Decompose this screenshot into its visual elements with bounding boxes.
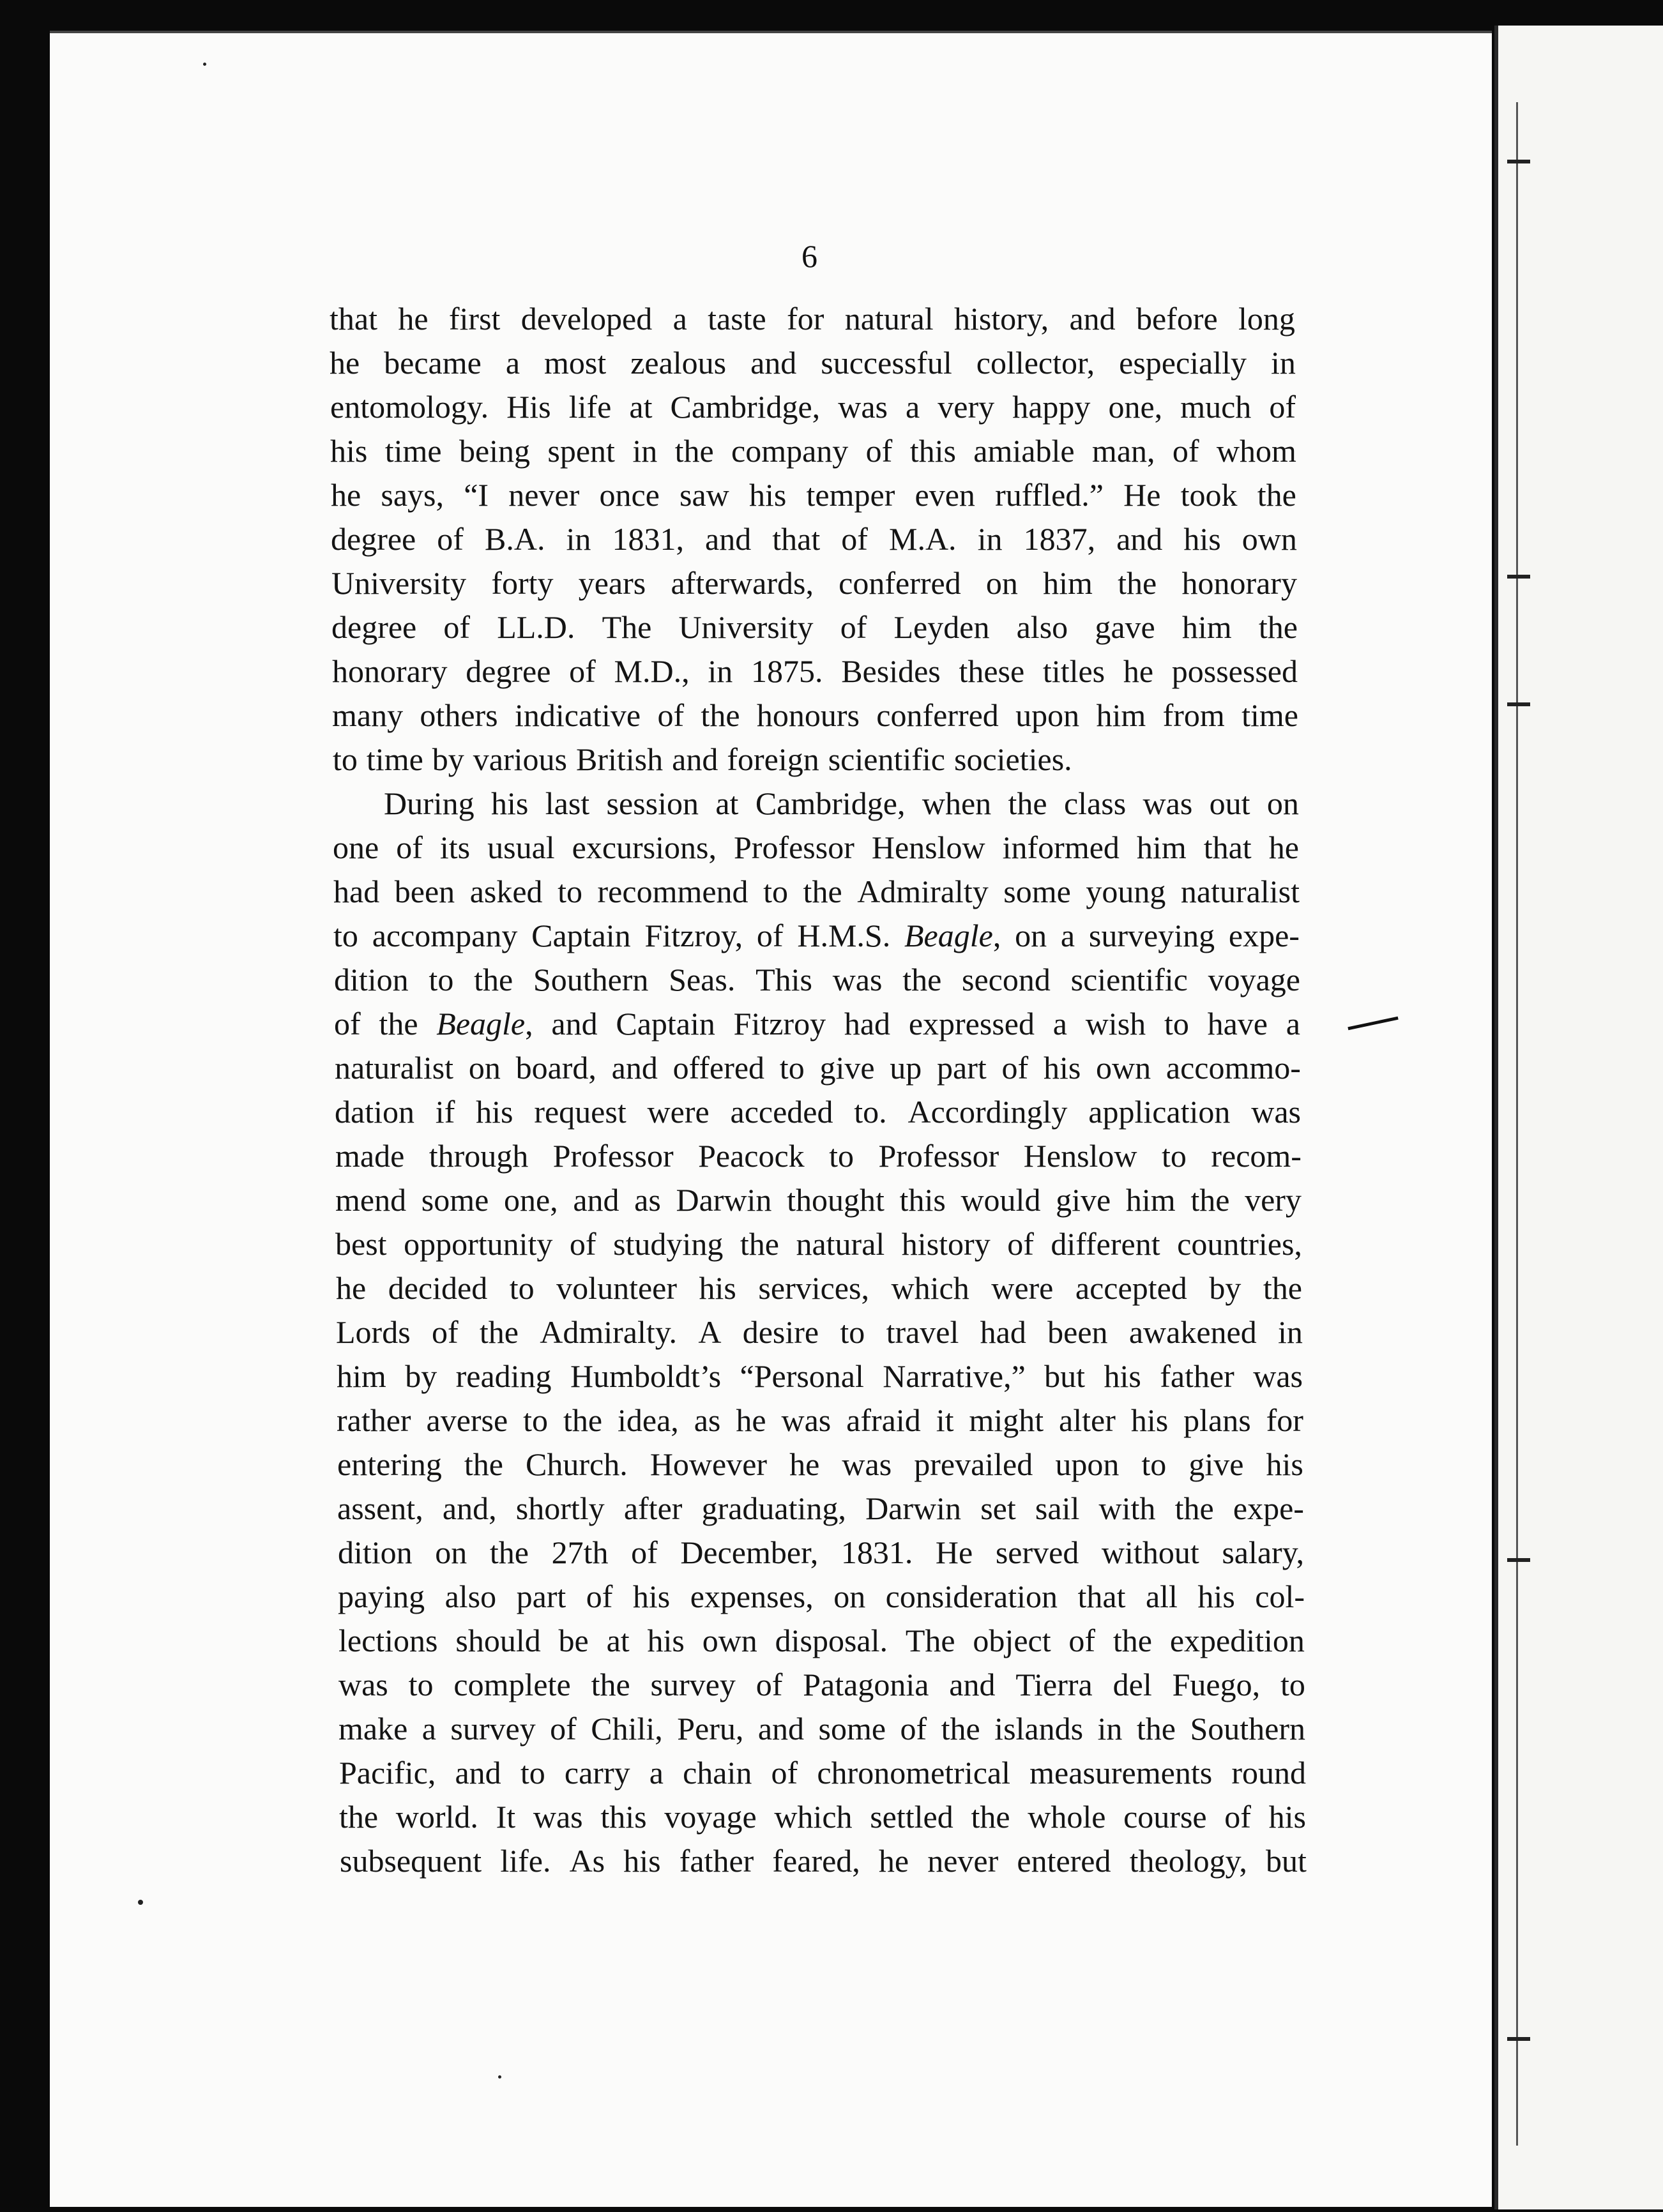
text-line: was to complete the survey of Patagonia and Tierra del Fuego, to bbox=[338, 1667, 1305, 1702]
text-line: of the Beagle, and Captain Fitzroy had expressed a wish to have a bbox=[334, 1006, 1300, 1042]
text-line: his time being spent in the company of this amiable man, of whom bbox=[330, 433, 1296, 469]
text-line: Pacific, and to carry a chain of chronometrical measurements round bbox=[339, 1755, 1306, 1791]
text-line: During his last session at Cambridge, when the class was out on bbox=[384, 785, 1299, 821]
text-line: best opportunity of studying the natural history of different countries, bbox=[335, 1226, 1302, 1262]
ink-speck bbox=[138, 1900, 143, 1905]
text-line: he became a most zealous and successful collector, especially in bbox=[330, 345, 1296, 381]
binding-mark bbox=[1507, 1558, 1530, 1562]
text-line: he decided to volunteer his services, which were accepted by the bbox=[336, 1270, 1302, 1306]
text-line: make a survey of Chili, Peru, and some of the islands in the Southern bbox=[338, 1711, 1305, 1746]
text-line: University forty years afterwards, conferred on him the honorary bbox=[331, 565, 1297, 601]
text-line: rather averse to the idea, as he was afraid it might alter his plans for bbox=[337, 1402, 1303, 1438]
text-line: dation if his request were acceded to. Accordingly application was bbox=[335, 1094, 1301, 1130]
text-line: many others indicative of the honours conferred upon him from time bbox=[332, 697, 1298, 733]
text-line: to accompany Captain Fitzroy, of H.M.S. Beagle, on a surveying expe- bbox=[333, 918, 1300, 953]
text-line: degree of B.A. in 1831, and that of M.A. in 1837, and his own bbox=[331, 521, 1297, 557]
facing-page-edge bbox=[1494, 26, 1663, 2209]
text-line: degree of LL.D. The University of Leyden also gave him the bbox=[331, 609, 1298, 645]
ink-speck bbox=[203, 63, 206, 66]
text-line: subsequent life. As his father feared, he never entered theology, but bbox=[340, 1843, 1307, 1879]
text-line: him by reading Humboldt’s “Personal Narrative,” but his father was bbox=[337, 1358, 1303, 1394]
text-line: he says, “I never once saw his temper even ruffled.” He took the bbox=[331, 477, 1296, 513]
page-fold-line bbox=[1516, 102, 1523, 2146]
text-line: entering the Church. However he was prevailed upon to give his bbox=[337, 1446, 1303, 1482]
binding-mark bbox=[1507, 2037, 1530, 2041]
text-line: one of its usual excursions, Professor Henslow informed him that he bbox=[333, 830, 1299, 865]
text-line: honorary degree of M.D., in 1875. Besides these titles he possessed bbox=[332, 653, 1298, 689]
text-line: lections should be at his own disposal. The object of the expedition bbox=[338, 1623, 1305, 1658]
text-line: Lords of the Admiralty. A desire to travel had been awakened in bbox=[336, 1314, 1303, 1350]
text-line: naturalist on board, and offered to give up part of his own accommo- bbox=[335, 1050, 1301, 1086]
binding-mark bbox=[1507, 160, 1530, 163]
text-line: that he first developed a taste for natural history, and before long bbox=[330, 301, 1295, 337]
text-line: paying also part of his expenses, on consideration that all his col- bbox=[338, 1579, 1305, 1614]
ink-speck bbox=[498, 2075, 501, 2079]
text-line: had been asked to recommend to the Admiralty some young naturalist bbox=[333, 874, 1300, 909]
page-number: 6 bbox=[801, 238, 817, 274]
binding-mark bbox=[1507, 575, 1530, 579]
text-line: dition on the 27th of December, 1831. He served without salary, bbox=[338, 1534, 1304, 1570]
binding-mark bbox=[1507, 702, 1530, 706]
text-line: mend some one, and as Darwin thought this would give him the very bbox=[335, 1182, 1302, 1218]
text-line: made through Professor Peacock to Professor Henslow to recom- bbox=[335, 1138, 1302, 1174]
text-line: dition to the Southern Seas. This was the second scientific voyage bbox=[334, 962, 1300, 997]
text-line: entomology. His life at Cambridge, was a very happy one, much of bbox=[330, 389, 1296, 425]
text-line: to time by various British and foreign scientific societies. bbox=[333, 741, 1072, 777]
text-line: the world. It was this voyage which settled the whole course of his bbox=[339, 1799, 1306, 1835]
text-line: assent, and, shortly after graduating, Darwin set sail with the expe- bbox=[337, 1490, 1304, 1526]
